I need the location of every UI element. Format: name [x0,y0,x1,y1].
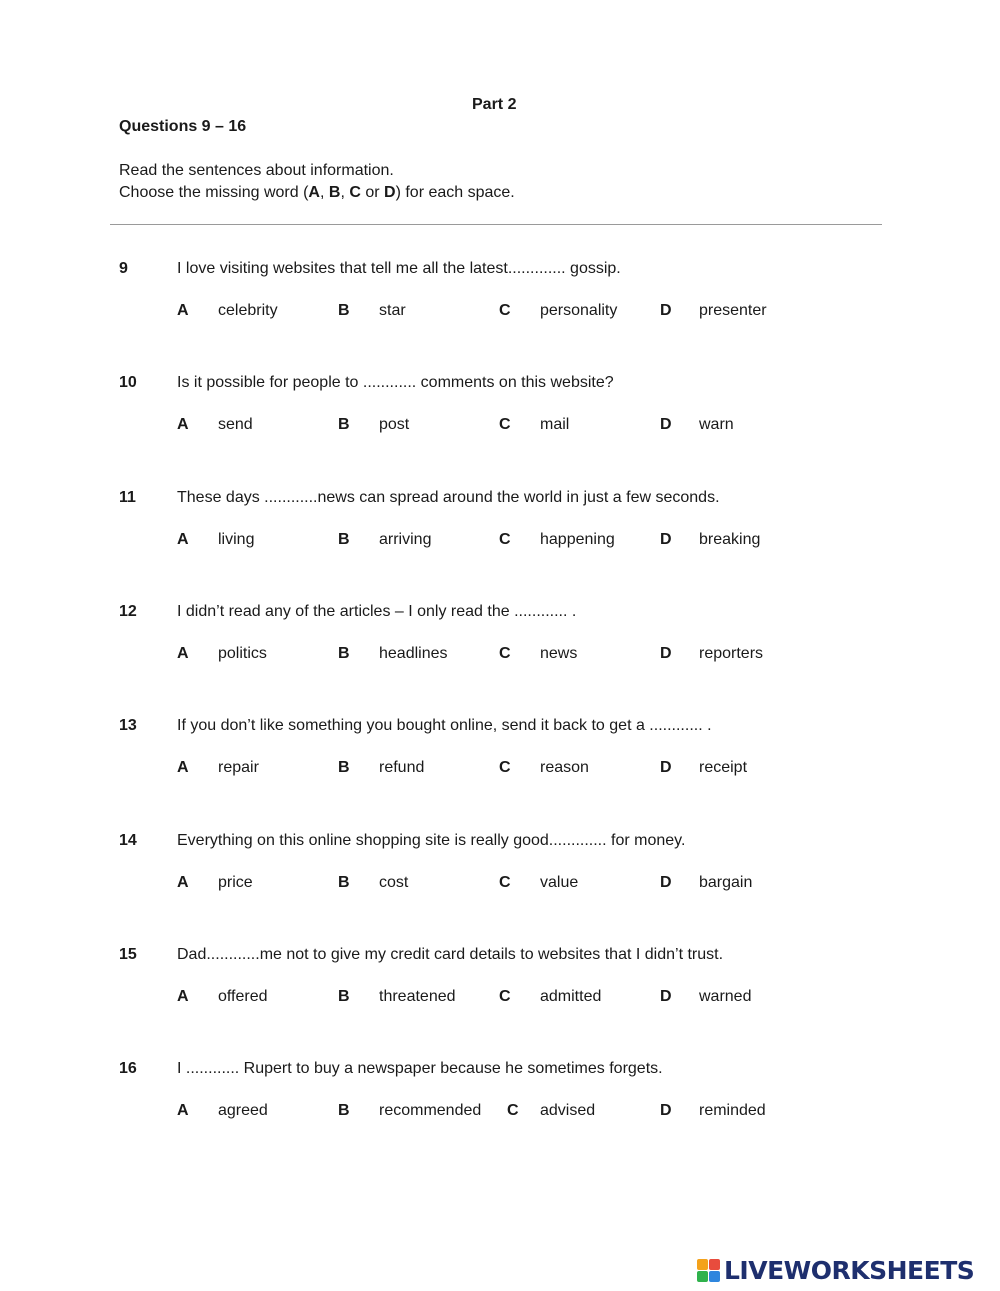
instruction-separator: or [360,184,385,201]
question-text: I love visiting websites that tell me all the latest............. gossip. [177,260,621,277]
option-letter: B [338,416,350,433]
option-letter: D [660,645,672,662]
option-word[interactable]: price [218,874,253,891]
question-text: Is it possible for people to ............ comments on this website? [177,374,614,391]
instruction-letter-d: D [384,184,396,201]
instruction-text: Choose the missing word ( [119,184,309,201]
option-word[interactable]: post [379,416,410,433]
option-letter: C [499,988,511,1005]
option-word[interactable]: warned [699,988,752,1005]
option-letter: B [338,531,350,548]
instruction-letter-b: B [328,184,341,201]
option-word[interactable]: receipt [699,759,748,776]
instruction-text: ) for each space. [395,184,515,201]
logo-tile [709,1271,720,1282]
option-letter: D [660,1102,672,1119]
option-letter: A [177,874,189,891]
instruction-letter-a: A [308,184,320,201]
logo-text: LIVEWORKSHEETS [724,1255,975,1285]
logo-icon [697,1259,720,1282]
option-letter: D [660,531,672,548]
option-word[interactable]: mail [540,416,570,433]
option-letter: A [177,531,189,548]
option-word[interactable]: politics [218,645,267,662]
option-word[interactable]: agreed [218,1102,268,1119]
option-letter: B [338,874,350,891]
option-letter: B [338,1102,350,1119]
option-word[interactable]: presenter [699,302,767,319]
questions-range: Questions 9 – 16 [119,118,247,135]
question-number: 11 [119,489,136,506]
option-word[interactable]: threatened [379,988,456,1005]
option-word[interactable]: reason [540,759,589,776]
option-letter: C [499,874,511,891]
instruction-letter-c: C [349,184,361,201]
option-letter: A [177,416,189,433]
logo-tile [697,1259,708,1270]
option-word[interactable]: recommended [379,1102,482,1119]
liveworksheets-logo [697,1255,974,1285]
option-letter: C [499,416,511,433]
option-word[interactable]: reporters [699,645,764,662]
option-word[interactable]: bargain [699,874,753,891]
instruction-line-1: Read the sentences about information. [119,162,394,179]
option-letter: B [338,645,350,662]
option-letter: C [499,302,511,319]
option-letter: C [499,645,511,662]
question-text: These days ............news can spread around the world in just a few seconds. [177,489,720,506]
option-word[interactable]: celebrity [218,302,278,319]
logo-tile [709,1259,720,1270]
option-letter: C [499,759,511,776]
option-word[interactable]: living [218,531,255,548]
option-word[interactable]: reminded [699,1102,766,1119]
option-letter: C [499,531,511,548]
option-letter: A [177,302,189,319]
option-letter: A [177,988,189,1005]
option-word[interactable]: warn [699,416,734,433]
option-letter: B [338,759,350,776]
question-text: I didn’t read any of the articles – I only read the ............ . [177,603,577,620]
question-number: 10 [119,374,137,391]
instruction-separator: , [319,184,329,201]
option-letter: D [660,988,672,1005]
option-word[interactable]: advised [540,1102,596,1119]
option-letter: D [660,302,672,319]
option-word[interactable]: happening [540,531,615,548]
question-text: I ............ Rupert to buy a newspaper because he sometimes forgets. [177,1060,663,1077]
option-letter: A [177,645,189,662]
option-word[interactable]: repair [218,759,259,776]
option-letter: D [660,416,672,433]
option-word[interactable]: value [540,874,579,891]
option-word[interactable]: personality [540,302,618,319]
question-number: 13 [119,717,137,734]
option-letter: B [338,988,350,1005]
logo-tile [697,1271,708,1282]
divider-line [110,224,882,225]
question-number: 9 [119,260,128,277]
question-number: 14 [119,832,137,849]
instruction-separator: , [340,184,350,201]
question-text: Dad............me not to give my credit card details to websites that I didn’t trust. [177,946,724,963]
question-text: If you don’t like something you bought online, send it back to get a ............ . [177,717,712,734]
option-word[interactable]: news [540,645,578,662]
question-number: 16 [119,1060,137,1077]
option-letter: B [338,302,350,319]
question-number: 15 [119,946,137,963]
option-word[interactable]: star [379,302,406,319]
question-text: Everything on this online shopping site is really good............. for money. [177,832,686,849]
option-letter: D [660,874,672,891]
option-word[interactable]: breaking [699,531,761,548]
option-word[interactable]: cost [379,874,409,891]
option-word[interactable]: send [218,416,253,433]
option-letter: D [660,759,672,776]
option-letter: A [177,759,189,776]
option-word[interactable]: admitted [540,988,602,1005]
question-number: 12 [119,603,137,620]
instruction-line-2 [119,182,515,204]
part-title: Part 2 [472,96,517,113]
option-word[interactable]: headlines [379,645,448,662]
option-word[interactable]: arriving [379,531,432,548]
option-word[interactable]: refund [379,759,425,776]
option-letter: A [177,1102,189,1119]
option-word[interactable]: offered [218,988,268,1005]
option-letter: C [507,1102,519,1119]
